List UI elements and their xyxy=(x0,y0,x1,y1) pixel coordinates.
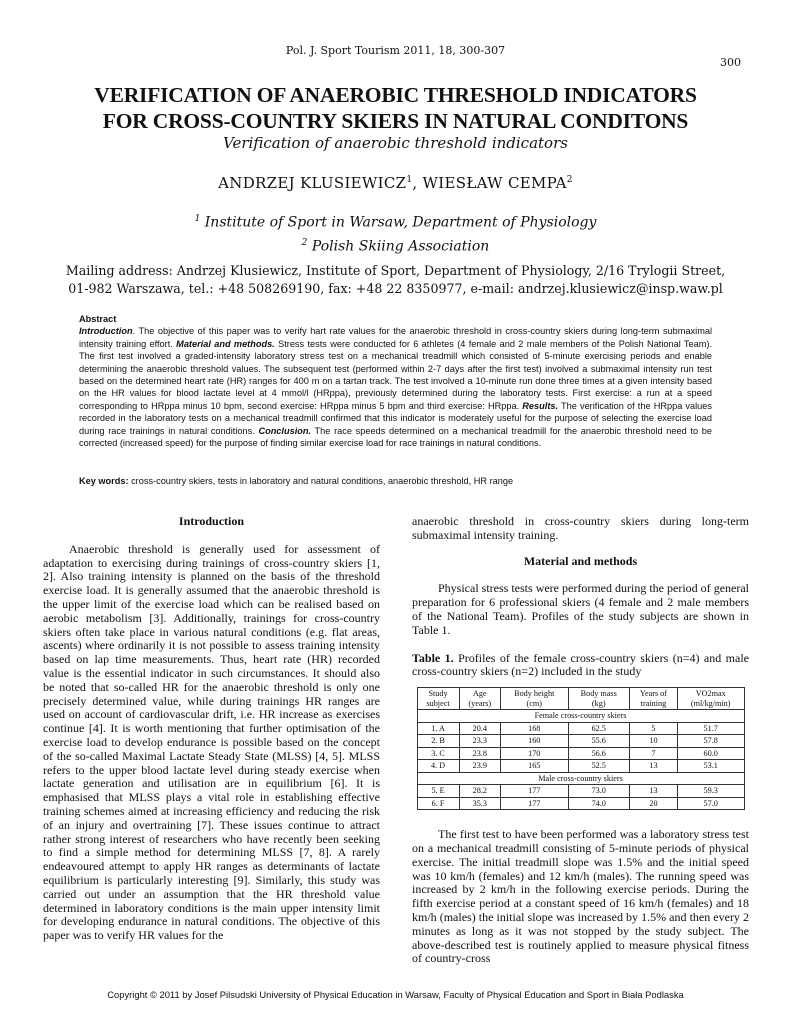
table-caption-label: Table 1. xyxy=(412,650,454,665)
table-cell: 23.9 xyxy=(459,760,500,773)
header-line: Body mass xyxy=(580,689,617,699)
abstract-conclusion-text: The race speeds determined on a mechanical treadmill for the anaerobic threshold need to be corrected (increased speed) for the purpose of finding similar exercise load for race trainings in natural conditions. xyxy=(79,425,712,449)
author-1: ANDRZEJ KLUSIEWICZ xyxy=(218,174,407,192)
mailing-line-1: Mailing address: Andrzej Klusiewicz, Institute of Sport, Department of Physiology, 2/16 Trylogii Street, xyxy=(65,263,726,278)
table-cell: 20.4 xyxy=(459,722,500,735)
abstract-body xyxy=(79,325,712,449)
abstract-results-text: The verification of the HRppa values recorded in the laboratory tests on a mechanical treadmill confirmed that this indicator is moderately useful for the purpose of selecting the exercise load during race trainings in natural conditions. xyxy=(79,400,712,436)
table-cell: 5. E xyxy=(417,785,459,798)
table-row xyxy=(417,722,744,735)
header-line: (ml/kg/min) xyxy=(690,698,731,708)
mailing-line-2: 01-982 Warszawa, tel.: +48 508269190, fax: +48 22 8350977, e-mail: andrzej.klusiewicz@insp.waw.pl xyxy=(68,281,723,296)
table-cell: 51.7 xyxy=(677,722,744,735)
affiliation-2-text: Polish Skiing Association xyxy=(311,238,490,255)
header-line: (cm) xyxy=(526,698,542,708)
abstract-methods-text: Stress tests were conducted for 6 athletes (4 female and 2 male members of the Polish National Team). The first test involved a graded-intensity laboratory stress test on a mechanical treadmill which consisted of 5-minute exercising periods and enable determining the anaerobic threshold values. The subsequent test (performed within 2-7 days after the first test) involved a submaximal intensity run test based on the determined heart rate (HR) ranges for 400 m on a tartan track. The test involved a 10-minute run done three times at a given intensity based on the HR values for blood lactate level at 4 mmol/l (HRppa), previously determined during the laboratory tests. First exercise: a run at a speed corresponding to HRppa minus 10 bpm, second exercise: HRppa minus 5 bpm and third exercise: HRppa. xyxy=(79,338,713,411)
table-cell: 62.5 xyxy=(568,722,629,735)
keywords-label: Key words: xyxy=(79,476,129,486)
affiliation-2-mark: 2 xyxy=(301,237,308,248)
table-row xyxy=(417,760,744,773)
author-separator: , xyxy=(412,174,423,192)
affiliation-1-text: Institute of Sport in Warsaw, Department of Physiology xyxy=(204,214,597,231)
table-cell: 165 xyxy=(500,760,568,773)
table-cell: 170 xyxy=(500,747,568,760)
keywords-text: cross-country skiers, tests in laboratory and natural conditions, anaerobic threshold, HR range xyxy=(128,476,514,486)
header-study-subject xyxy=(417,688,459,710)
right-column xyxy=(412,515,749,966)
header-body-height xyxy=(500,688,568,710)
abstract-intro-text: . The objective of this paper was to verify hart rate values for the anaerobic threshold in cross-country skiers during long-term submaximal intensity training effort. xyxy=(79,326,712,349)
subject-profile-table xyxy=(417,687,745,810)
abstract-conclusion-label: Conclusion. xyxy=(258,425,312,436)
methods-heading: Material and methods xyxy=(523,553,638,568)
table-row xyxy=(417,785,744,798)
table-caption-text: Profiles of the female cross-country skiers (n=4) and male cross-country skiers (n=2) included in the study xyxy=(412,650,749,679)
table-cell: 52.5 xyxy=(568,760,629,773)
header-body-mass xyxy=(568,688,629,710)
introduction-paragraph: Anaerobic threshold is generally used for assessment of adaptation to exercising during trainings of cross-country skiers [1, 2]. Also training intensity is planned on the basis of the threshold exercise load. It is generally assumed that the anaerobic threshold is the upper limit of the exercise load which can be realised based on aerobic metabolism [3]. Additionally, trainings for cross-country skiers often take place in various natural conditions (e.g. flat areas, ascents) where ordinarily it is not possible to assess training intensity based on lap time measurements. Thus, heart rate (HR) recorded value is the essential indicator in such circumstances. It should also be noted that so-called HR for the anaerobic threshold is only one precisely determined value, while during trainings HR ranges are used on account of cardiovascular drift, i.e. HR increase as exercises continue [4]. It is worth mentioning that further optimisation of the exercise load to develop endurance is possible based on the concept of the so-called Maximal Lactate Steady State (MLSS) [4, 5]. MLSS refers to the upper blood lactate level during steady exercise when lactate generation and utilisation are in equilibrium [6]. It is emphasised that MLSS plays a vital role in establishing effective training schemes aimed at increasing efficiency and reducing the risk of an injury and overtraining [7]. These issues continue to attract rather strong interest of researchers who have recently been seeking to find a simple method for determining MLSS [7, 8]. A rarely endeavoured attempt to apply HR ranges as determinants of lactate equilibrium is particularly interesting [9]. Similarly, this study was carried out under an assumption that the HR threshold value determined in laboratory conditions is the main upper intensity limit for developing endurance in natural conditions. The objective of this paper was to verify HR values for the xyxy=(43,541,380,943)
table-cell: 53.1 xyxy=(677,760,744,773)
title-line-1: VERIFICATION OF ANAEROBIC THRESHOLD INDICATORS xyxy=(94,83,697,107)
table-cell: 55.6 xyxy=(568,735,629,748)
header-vo2max xyxy=(677,688,744,710)
header-line: subject xyxy=(426,698,450,708)
header-line: (kg) xyxy=(591,698,606,708)
journal-citation: Pol. J. Sport Tourism 2011, 18, 300-307 xyxy=(285,44,506,57)
table-row xyxy=(417,735,744,748)
table-cell: 5 xyxy=(629,722,677,735)
affiliation-2 xyxy=(0,233,791,257)
table-cell: 1. A xyxy=(417,722,459,735)
table-cell: 3. C xyxy=(417,747,459,760)
affiliation-1-mark: 1 xyxy=(194,214,201,224)
table-cell: 13 xyxy=(629,760,677,773)
table-cell: 177 xyxy=(500,785,568,798)
table-cell: 13 xyxy=(629,785,677,798)
table-cell: 177 xyxy=(500,797,568,810)
author-2: WIESŁAW CEMPA xyxy=(422,174,567,192)
table-cell: 23.8 xyxy=(459,747,500,760)
affiliation-1 xyxy=(0,209,791,233)
header-line: Study xyxy=(428,689,448,699)
table-group-row-female xyxy=(417,710,744,723)
table-cell: 59.3 xyxy=(677,785,744,798)
header-line: (years) xyxy=(468,698,492,708)
mailing-address xyxy=(60,262,731,298)
table-cell: 57.8 xyxy=(677,735,744,748)
copyright-footer: Copyright © 2011 by Josef Pilsudski University of Physical Education in Warsaw, Faculty of Physical Education and Sport in Biała Podlaska xyxy=(107,989,684,1000)
header-line: Years of xyxy=(639,689,667,699)
author-1-affiliation-mark: 1 xyxy=(406,175,413,185)
author-2-affiliation-mark: 2 xyxy=(566,175,573,185)
table-caption xyxy=(412,652,749,680)
group-label-male: Male cross-country skiers xyxy=(417,772,744,785)
table-cell: 23.3 xyxy=(459,735,500,748)
header-line: training xyxy=(640,698,667,708)
page-number: 300 xyxy=(720,56,741,69)
table-cell: 6. F xyxy=(417,797,459,810)
table-cell: 20 xyxy=(629,797,677,810)
table-cell: 7 xyxy=(629,747,677,760)
table-row xyxy=(417,747,744,760)
header-line: Body height xyxy=(514,689,555,699)
paper-title xyxy=(60,82,731,134)
header-years-training xyxy=(629,688,677,710)
group-label-female: Female cross-country skiers xyxy=(417,710,744,723)
table-cell: 28.2 xyxy=(459,785,500,798)
table-group-row-male xyxy=(417,772,744,785)
methods-paragraph-2: The first test to have been performed was a laboratory stress test on a mechanical treadmill consisting of 5-minute periods of physical exercise. The initial treadmill slope was 1.5% and the initial speed was 10 km/h (females) and 12 km/h (males). The running speed was increased by 2 km/h in the following exercise periods. During the fifth exercise period at a constant speed of 16 km/h (females) and 18 km/h (males) the initial slope was increased by 1.5% and then every 2 minutes as long as it was not stopped by the study subject. The above-described test is routinely applied to measure physical fitness of country-cross xyxy=(412,827,749,966)
author-list xyxy=(0,174,791,192)
table-cell: 35.3 xyxy=(459,797,500,810)
affiliations xyxy=(0,209,791,256)
abstract-methods-label: Material and methods. xyxy=(176,338,275,349)
abstract xyxy=(79,313,712,449)
methods-paragraph: Physical stress tests were performed during the period of general preparation for 6 professional skiers (4 female and 2 male members of the National Team). Profiles of the study subjects are shown in Table 1. xyxy=(412,581,749,637)
abstract-intro-label: Introduction xyxy=(79,326,133,337)
table-cell: 160 xyxy=(500,735,568,748)
header-age xyxy=(459,688,500,710)
table-cell: 10 xyxy=(629,735,677,748)
table-cell: 73.0 xyxy=(568,785,629,798)
keywords xyxy=(79,476,712,486)
table-cell: 4. D xyxy=(417,760,459,773)
table-cell: 2. B xyxy=(417,735,459,748)
abstract-results-label: Results. xyxy=(522,400,559,411)
header-line: VO2max xyxy=(695,689,726,699)
table-cell: 60.0 xyxy=(677,747,744,760)
table-header-row xyxy=(417,688,744,710)
header-line: Age xyxy=(472,689,487,699)
paper-subtitle: Verification of anaerobic threshold indicators xyxy=(223,134,568,152)
abstract-heading: Abstract xyxy=(79,314,117,324)
introduction-heading: Introduction xyxy=(178,514,245,528)
left-column xyxy=(43,515,380,943)
table-cell: 56.6 xyxy=(568,747,629,760)
title-line-2: FOR CROSS-COUNTRY SKIERS IN NATURAL CONDITONS xyxy=(102,109,689,133)
introduction-continuation: anaerobic threshold in cross-country skiers during long-term submaximal intensity training. xyxy=(412,514,749,542)
table-row xyxy=(417,797,744,810)
table-cell: 57.0 xyxy=(677,797,744,810)
table-cell: 74.0 xyxy=(568,797,629,810)
table-cell: 168 xyxy=(500,722,568,735)
